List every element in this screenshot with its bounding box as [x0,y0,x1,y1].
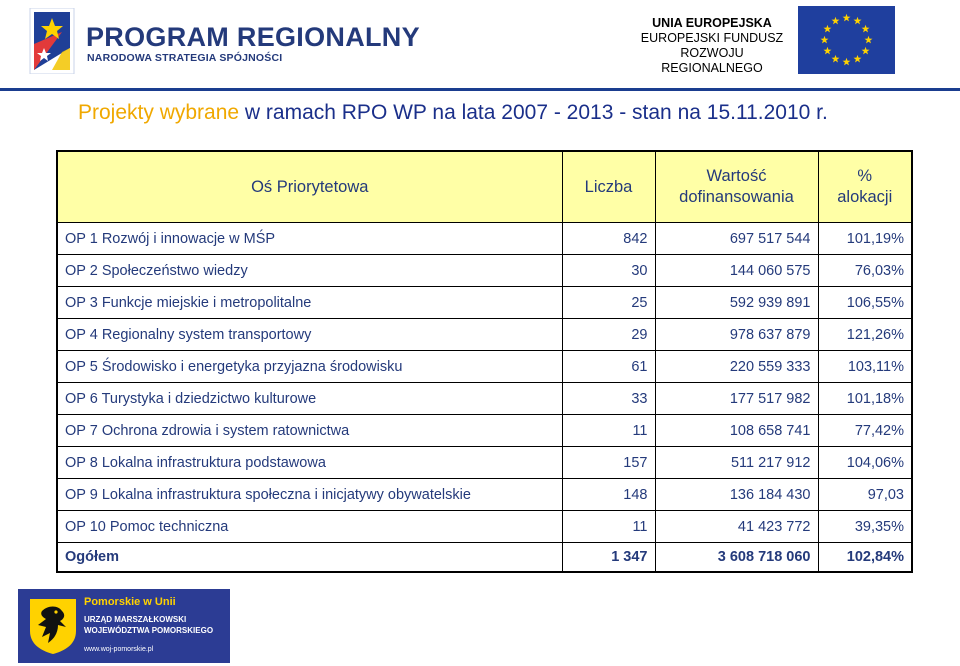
row-count: 61 [562,351,655,383]
row-name: Regionalny system transportowy [101,326,312,343]
header-value-line-2: dofinansowania [679,188,794,206]
table-row [57,319,912,351]
table-body [57,223,912,573]
row-axis [57,415,562,447]
row-axis [57,447,562,479]
table-row [57,351,912,383]
row-count: 148 [562,479,655,511]
row-value: 220 559 333 [655,351,818,383]
row-axis [57,383,562,415]
pomorskie-office-line-1: URZĄD MARSZAŁKOWSKI [84,615,187,624]
row-axis [57,319,562,351]
total-value: 3 608 718 060 [655,543,818,573]
row-value: 177 517 982 [655,383,818,415]
header-count: Liczba [562,151,655,223]
table-row [57,223,912,255]
row-value: 978 637 879 [655,319,818,351]
row-allocation: 106,55% [818,287,912,319]
pomorskie-url: www.woj-pomorskie.pl [84,646,154,653]
row-value: 144 060 575 [655,255,818,287]
eu-line-2: EUROPEJSKI FUNDUSZ [640,31,784,45]
table-row [57,383,912,415]
row-allocation: 39,35% [818,511,912,543]
header-divider [0,88,960,91]
projects-table [56,150,913,573]
row-axis [57,223,562,255]
row-axis [57,511,562,543]
row-code: OP 8 [65,454,102,471]
row-allocation: 97,03 [818,479,912,511]
row-code: OP 6 [65,390,102,407]
header-value-line-1: Wartość [706,167,767,185]
page-header [0,0,960,88]
row-name: Rozwój i innowacje w MŚP [101,230,276,247]
total-allocation: 102,84% [818,543,912,573]
total-count: 1 347 [562,543,655,573]
griffin-crest-icon [28,597,78,655]
row-code: OP 3 [65,294,102,311]
row-name: Ochrona zdrowia i system ratownictwa [101,422,350,439]
table-row [57,415,912,447]
row-allocation: 121,26% [818,319,912,351]
row-allocation: 104,06% [818,447,912,479]
header-allocation [818,151,912,223]
row-name: Lokalna infrastruktura podstawowa [101,454,326,471]
pomorskie-title: Pomorskie w Unii [84,596,176,608]
row-value: 41 423 772 [655,511,818,543]
row-name: Środowisko i energetyka przyjazna środowisku [101,358,403,375]
row-code: OP 7 [65,422,102,439]
row-axis [57,351,562,383]
table-total-row [57,543,912,573]
program-subtitle: NARODOWA STRATEGIA SPÓJNOŚCI [87,52,283,64]
row-value: 136 184 430 [655,479,818,511]
header-axis: Oś Priorytetowa [57,151,562,223]
row-value: 592 939 891 [655,287,818,319]
row-name: Turystyka i dziedzictwo kulturowe [101,390,317,407]
row-value: 511 217 912 [655,447,818,479]
row-name: Funkcje miejskie i metropolitalne [101,294,312,311]
eu-line-3: ROZWOJU REGIONALNEGO [661,46,763,75]
pomorskie-office-line-2: WOJEWÓDZTWA POMORSKIEGO [84,626,214,635]
header-allocation-line-2: alokacji [837,188,893,206]
table-row [57,255,912,287]
row-count: 11 [562,415,655,447]
header-value [655,151,818,223]
total-label: Ogółem [57,543,562,573]
row-code: OP 9 [65,486,102,503]
row-count: 30 [562,255,655,287]
row-value: 697 517 544 [655,223,818,255]
row-allocation: 101,18% [818,383,912,415]
table-row [57,479,912,511]
table-row [57,447,912,479]
table-row [57,287,912,319]
eu-caption [630,16,794,76]
page-title-accent: Projekty wybrane [78,101,240,124]
page-title-rest: w ramach RPO WP na lata 2007 - 2013 - stan na 15.11.2010 r. [239,101,828,124]
program-title: PROGRAM REGIONALNY [86,22,420,52]
row-allocation: 77,42% [818,415,912,447]
row-count: 33 [562,383,655,415]
row-axis [57,255,562,287]
table-row [57,511,912,543]
row-value: 108 658 741 [655,415,818,447]
row-count: 11 [562,511,655,543]
eu-flag-icon [798,6,895,74]
row-name: Społeczeństwo wiedzy [101,262,248,279]
eu-line-1: UNIA EUROPEJSKA [652,16,772,30]
row-count: 29 [562,319,655,351]
row-count: 25 [562,287,655,319]
row-allocation: 101,19% [818,223,912,255]
row-count: 842 [562,223,655,255]
row-code: OP 1 [65,230,102,247]
row-code: OP 4 [65,326,102,343]
row-count: 157 [562,447,655,479]
row-allocation: 103,11% [818,351,912,383]
header-allocation-line-1: % [857,167,873,185]
pomorskie-logo [18,589,230,663]
row-name: Lokalna infrastruktura społeczna i inicjatywy obywatelskie [101,486,471,503]
row-code: OP 5 [65,358,102,375]
page-title [78,101,828,125]
row-code: OP 10 [65,518,110,535]
program-regionalny-logo-icon [22,8,82,74]
row-axis [57,287,562,319]
row-allocation: 76,03% [818,255,912,287]
row-name: Pomoc techniczna [109,518,229,535]
row-code: OP 2 [65,262,102,279]
row-axis [57,479,562,511]
table-header-row [57,151,912,223]
